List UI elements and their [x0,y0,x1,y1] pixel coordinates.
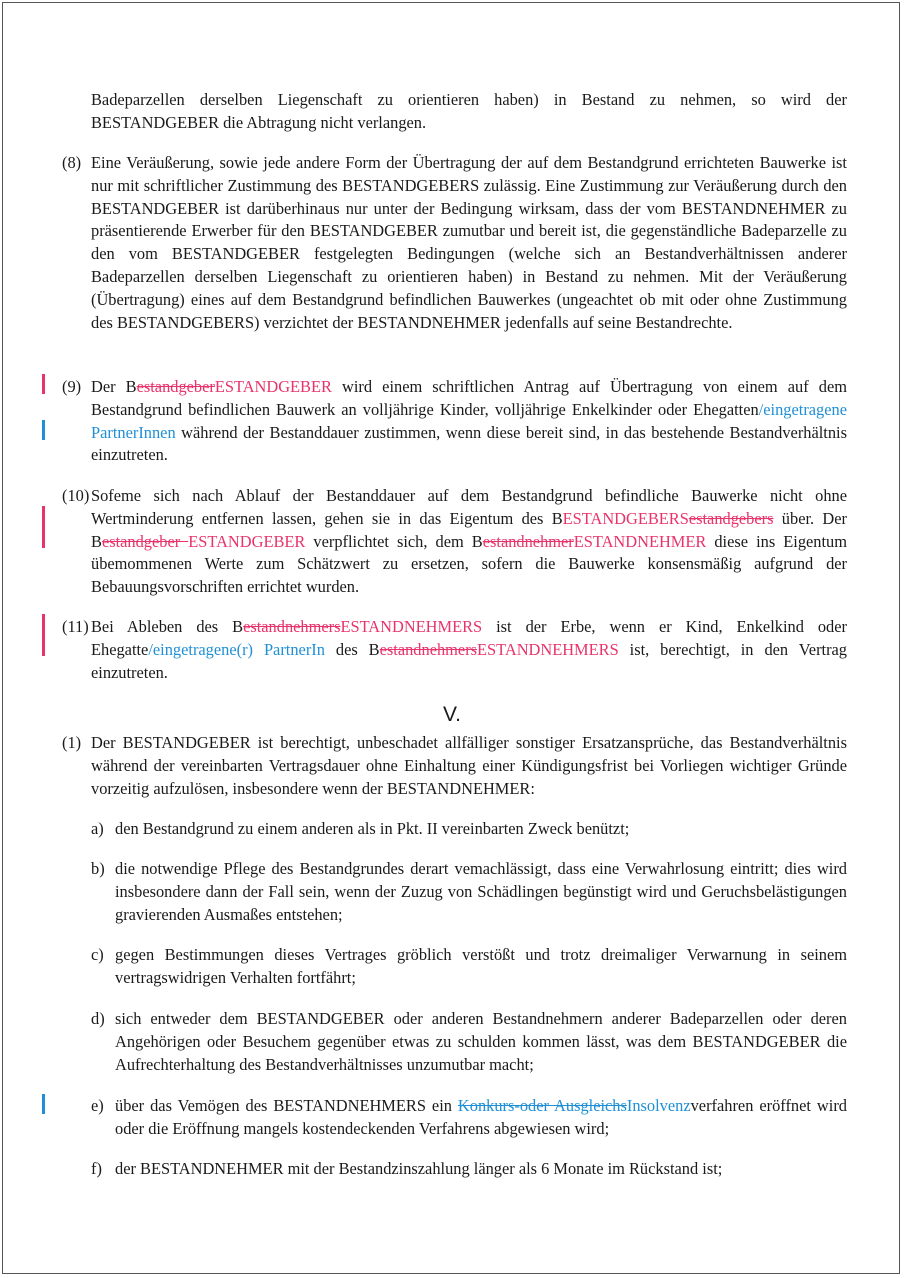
item-label-a: a) [91,819,104,838]
text: über das Vemögen des BESTANDNEHMERS ein [115,1096,458,1115]
item-e [115,1095,847,1141]
item-label-c: c) [91,945,104,964]
item-b: die notwendige Pflege des Bestandgrundes derart vemachlässigt, dass eine Verwahrlosung eintritt; dies wird insbesondere dann der Fall sein, wenn der Zuzug von Schädlingen begünstigt wird und Geruchsbelästigungen gravierenden Ausmaßes entstehen; [115,859,847,924]
text: Sofeme sich nach Ablauf der Bestanddauer auf dem Bestandgrund befindliche Bauwerke nicht ohne Wertminderung entfernen lassen, gehen sie in das Eigentum des B [91,486,847,528]
deleted-text: estandgeber [136,377,215,396]
item-d: sich entweder dem BESTANDGEBER oder anderen Bestandnehmern anderer Badeparzellen oder deren Angehörigen oder Besuchem gegenüber etwas zu schulden kommen lässt, was dem BESTANDGEBER die Aufrechterhaltung des Bestandverhältnisses unzumutbar macht; [115,1009,847,1074]
item-label-b: b) [91,859,105,878]
paragraph-number-v1: (1) [62,733,82,752]
text: wird einem schriftlichen Antrag auf Übertragung von einem auf dem Bestandgrund befindlichen Bauwerk an volljährige Kinder, volljährige Enkelkinder oder Ehegatten [91,377,847,419]
text: verfahren eröffnet wird oder die Eröffnung mangels kostendeckenden Verfahrens abgewiesen wird; [115,1096,847,1138]
item-label-e: e) [91,1096,104,1115]
text: diese ins Eigentum übemommenen Werte zum Schätzwert zu ersetzen, sofern die Bauwerke konsensmäßig aufgrund der Bebauungsvorschriften errichtet wurden. [91,531,847,597]
item-label-d: d) [91,1009,105,1028]
section-heading: V. [443,703,461,726]
item-a: den Bestandgrund zu einem anderen als in Pkt. II vereinbarten Zweck benützt; [115,819,630,838]
change-bar-blue [42,1094,45,1114]
paragraph-11 [91,616,847,684]
paragraph-v1: Der BESTANDGEBER ist berechtigt, unbeschadet allfälliger sonstiger Ersatzansprüche, das Bestandverhältnis während der vereinbarten Vertragsdauer ohne Einhaltung einer Kündigungsfrist bei Vorliegen wichtiger Gründe vorzeitig aufzulösen, insbesondere wenn der BESTANDNEHMER: [91,733,847,798]
text: Bei Ableben des B [91,617,244,636]
paragraph-continuation: Badeparzellen derselben Liegenschaft zu orientieren haben) in Bestand zu nehmen, so wird der BESTANDGEBER die Abtragung nicht verlangen. [91,90,847,132]
text: ist der Erbe, wenn er Kind, Enkelkind oder Ehegatte [91,617,847,659]
item-label-f: f) [91,1159,102,1178]
deleted-text: estandgeber [101,531,189,551]
change-bar-red [42,374,45,394]
paragraph-10 [91,485,847,599]
inserted-text: /eingetragene PartnerInnen [91,399,847,442]
paragraph-8: Eine Veräußerung, sowie jede andere Form der Übertragung der auf dem Bestandgrund errichteten Bauwerke ist nur mit schriftlicher Zustimmung des BESTANDGEBERS zulässig. Eine Zustimmung zur Veräußerung durch den BESTANDGEBER ist darüberhinaus nur unter der Bedingung wirksam, dass der vom BESTANDNEHMER zu präsentierende Erwerber für den BESTANDGEBER zumutbar und bereit ist, die gegenständliche Badeparzelle zu den vom BESTANDGEBER festgelegten Bedingungen (welche sich an Bestandverhältnissen anderer Badeparzellen derselben Liegenschaft zu orientieren haben) in Bestand zu nehmen. Mit der Veräußerung (Übertragung) eines auf dem Bestandgrund befindlichen Bauwerkes (ungeachtet ob mit oder ohne Zustimmung des BESTANDGEBERS) verzichtet der BESTANDNEHMER jedenfalls auf seine Bestandrechte. [91,153,847,332]
inserted-text: ESTANDGEBERS [562,508,689,528]
text: ist, berechtigt, in den Vertrag einzutreten. [91,639,848,682]
paragraph-number-10: (10) [62,486,90,505]
paragraph-number-11: (11) [62,617,89,636]
item-f: der BESTANDNEHMER mit der Bestandzinszahlung länger als 6 Monate im Rückstand ist; [115,1159,723,1178]
deleted-text: estandnehmers [243,617,341,636]
inserted-text: ESTANDGEBER [188,531,306,551]
inserted-text: Insolvenz [626,1096,691,1115]
inserted-text: ESTANDGEBER [214,377,332,396]
change-bar-red [42,614,45,656]
change-bar-red [42,506,45,548]
paragraph-9 [91,376,847,467]
inserted-text: ESTANDNEHMER [573,531,707,551]
deleted-text: estandnehmer [482,531,574,551]
text: während der Bestanddauer zustimmen, wenn diese bereit sind, in das bestehende Bestandverhältnis einzutreten. [91,422,847,465]
text: Der B [91,377,137,396]
inserted-text: /eingetragene(r) PartnerIn [148,639,325,659]
inserted-text: ESTANDNEHMERS [477,639,619,659]
paragraph-number-8: (8) [62,153,82,172]
item-c: gegen Bestimmungen dieses Vertrages gröblich verstößt und trotz dreimaliger Verwarnung in seinem vertragswidrigen Verhalten fortfährt; [115,945,847,987]
deleted-text: Konkurs-oder Ausgleichs [457,1096,627,1115]
deleted-text: estandnehmers [379,639,478,659]
paragraph-number-9: (9) [62,377,82,396]
text: über. Der B [91,508,847,551]
deleted-text: estandgebers [688,508,774,528]
text: des B [324,639,380,659]
text: verpflichtet sich, dem B [305,531,483,551]
inserted-text: ESTANDNEHMERS [340,617,483,636]
change-bar-blue [42,420,45,440]
